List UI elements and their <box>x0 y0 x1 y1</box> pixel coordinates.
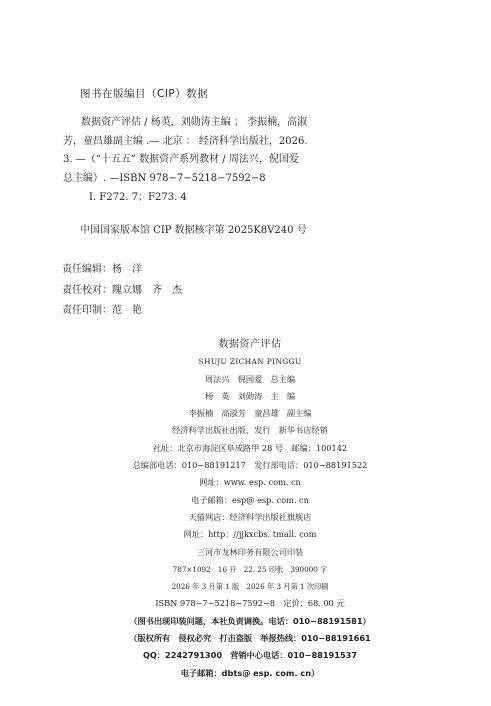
book-format: 787×1092 16 开 22. 25 印张 390000 字 <box>172 564 328 574</box>
cip-line-4: 总主编）. —ISBN 978−7−5218−7592−8 <box>63 173 266 185</box>
cip-core-number: 中国国家版本馆 CIP 数据核字第 2025K8V240 号 <box>80 225 307 236</box>
book-title-pinyin: SHUJU ZICHAN PINGGU <box>198 357 302 367</box>
responsible-proofreader: 责任校对：隗立娜 齐 杰 <box>62 284 182 296</box>
print-issue-notice: （图书出现印装问题，本社负责调换。电话：010−88191581） <box>129 615 371 626</box>
responsible-editors <box>62 260 182 322</box>
publisher-address: 社址：北京市海淀区阜成路甲 28 号 邮编：100142 <box>152 442 348 453</box>
tmall-store: 天猫网店：经济科学出版社旗舰店 <box>188 511 312 522</box>
publisher-line: 经济科学出版社出版、发行 新华书店经销 <box>172 425 328 436</box>
cip-line-1: 数据资产评估 / 杨英，刘勋涛主编 ； 李振楠，高淑 <box>81 117 308 128</box>
tmall-url: 网址：http：//jjkxcbs. tmall. com <box>183 529 317 540</box>
isbn-price: ISBN 978−7−5218−7592−8 定价：68. 00 元 <box>155 598 345 609</box>
imprint-block <box>100 336 400 682</box>
cip-classification: Ⅰ. F272. 7；F273. 4 <box>89 191 187 203</box>
anti-piracy-notice: （版权所有 侵权必究 打击盗版 举报热线：010−88191661 <box>129 633 371 644</box>
editors: 杨 英 刘勋涛 主 编 <box>204 390 296 401</box>
publisher-website: 网址：www. esp. com. cn <box>199 477 301 488</box>
qq-marketing-contact: QQ：2242791300 营销中心电话：010−88191537 <box>142 650 358 661</box>
responsible-editor: 责任编辑：杨 洋 <box>62 264 142 275</box>
chief-editors: 周法兴 倪国爱 总主编 <box>204 373 296 384</box>
edition-info: 2026 年 3 月第 1 版 2026 年 3 月第 1 次印刷 <box>171 582 329 592</box>
responsible-printing: 责任印制：范 艳 <box>62 305 142 316</box>
publisher-email: 电子邮箱：esp@ esp. com. cn <box>191 494 309 505</box>
deputy-editors: 李振楠 高淑芳 童昌雄 副主编 <box>188 408 312 419</box>
book-title: 数据资产评估 <box>218 339 282 350</box>
cip-heading: 图书在版编目（CIP）数据 <box>80 88 209 100</box>
cip-line-2: 芳，童昌雄副主编 .— 北京 ： 经济科学出版社，2026. <box>63 135 308 147</box>
printer: 三河市龙林印务有限公司印装 <box>196 546 304 557</box>
cip-record <box>63 114 408 208</box>
cip-line-3: 3. —（“十五五” 数据资产系列教材 / 周法兴，倪国爱 <box>63 154 299 166</box>
report-email: 电子邮箱：dbts@ esp. com. cn） <box>180 667 320 678</box>
publisher-phones: 总编部电话：010−88191217 发行部电话：010−88191522 <box>132 460 368 471</box>
